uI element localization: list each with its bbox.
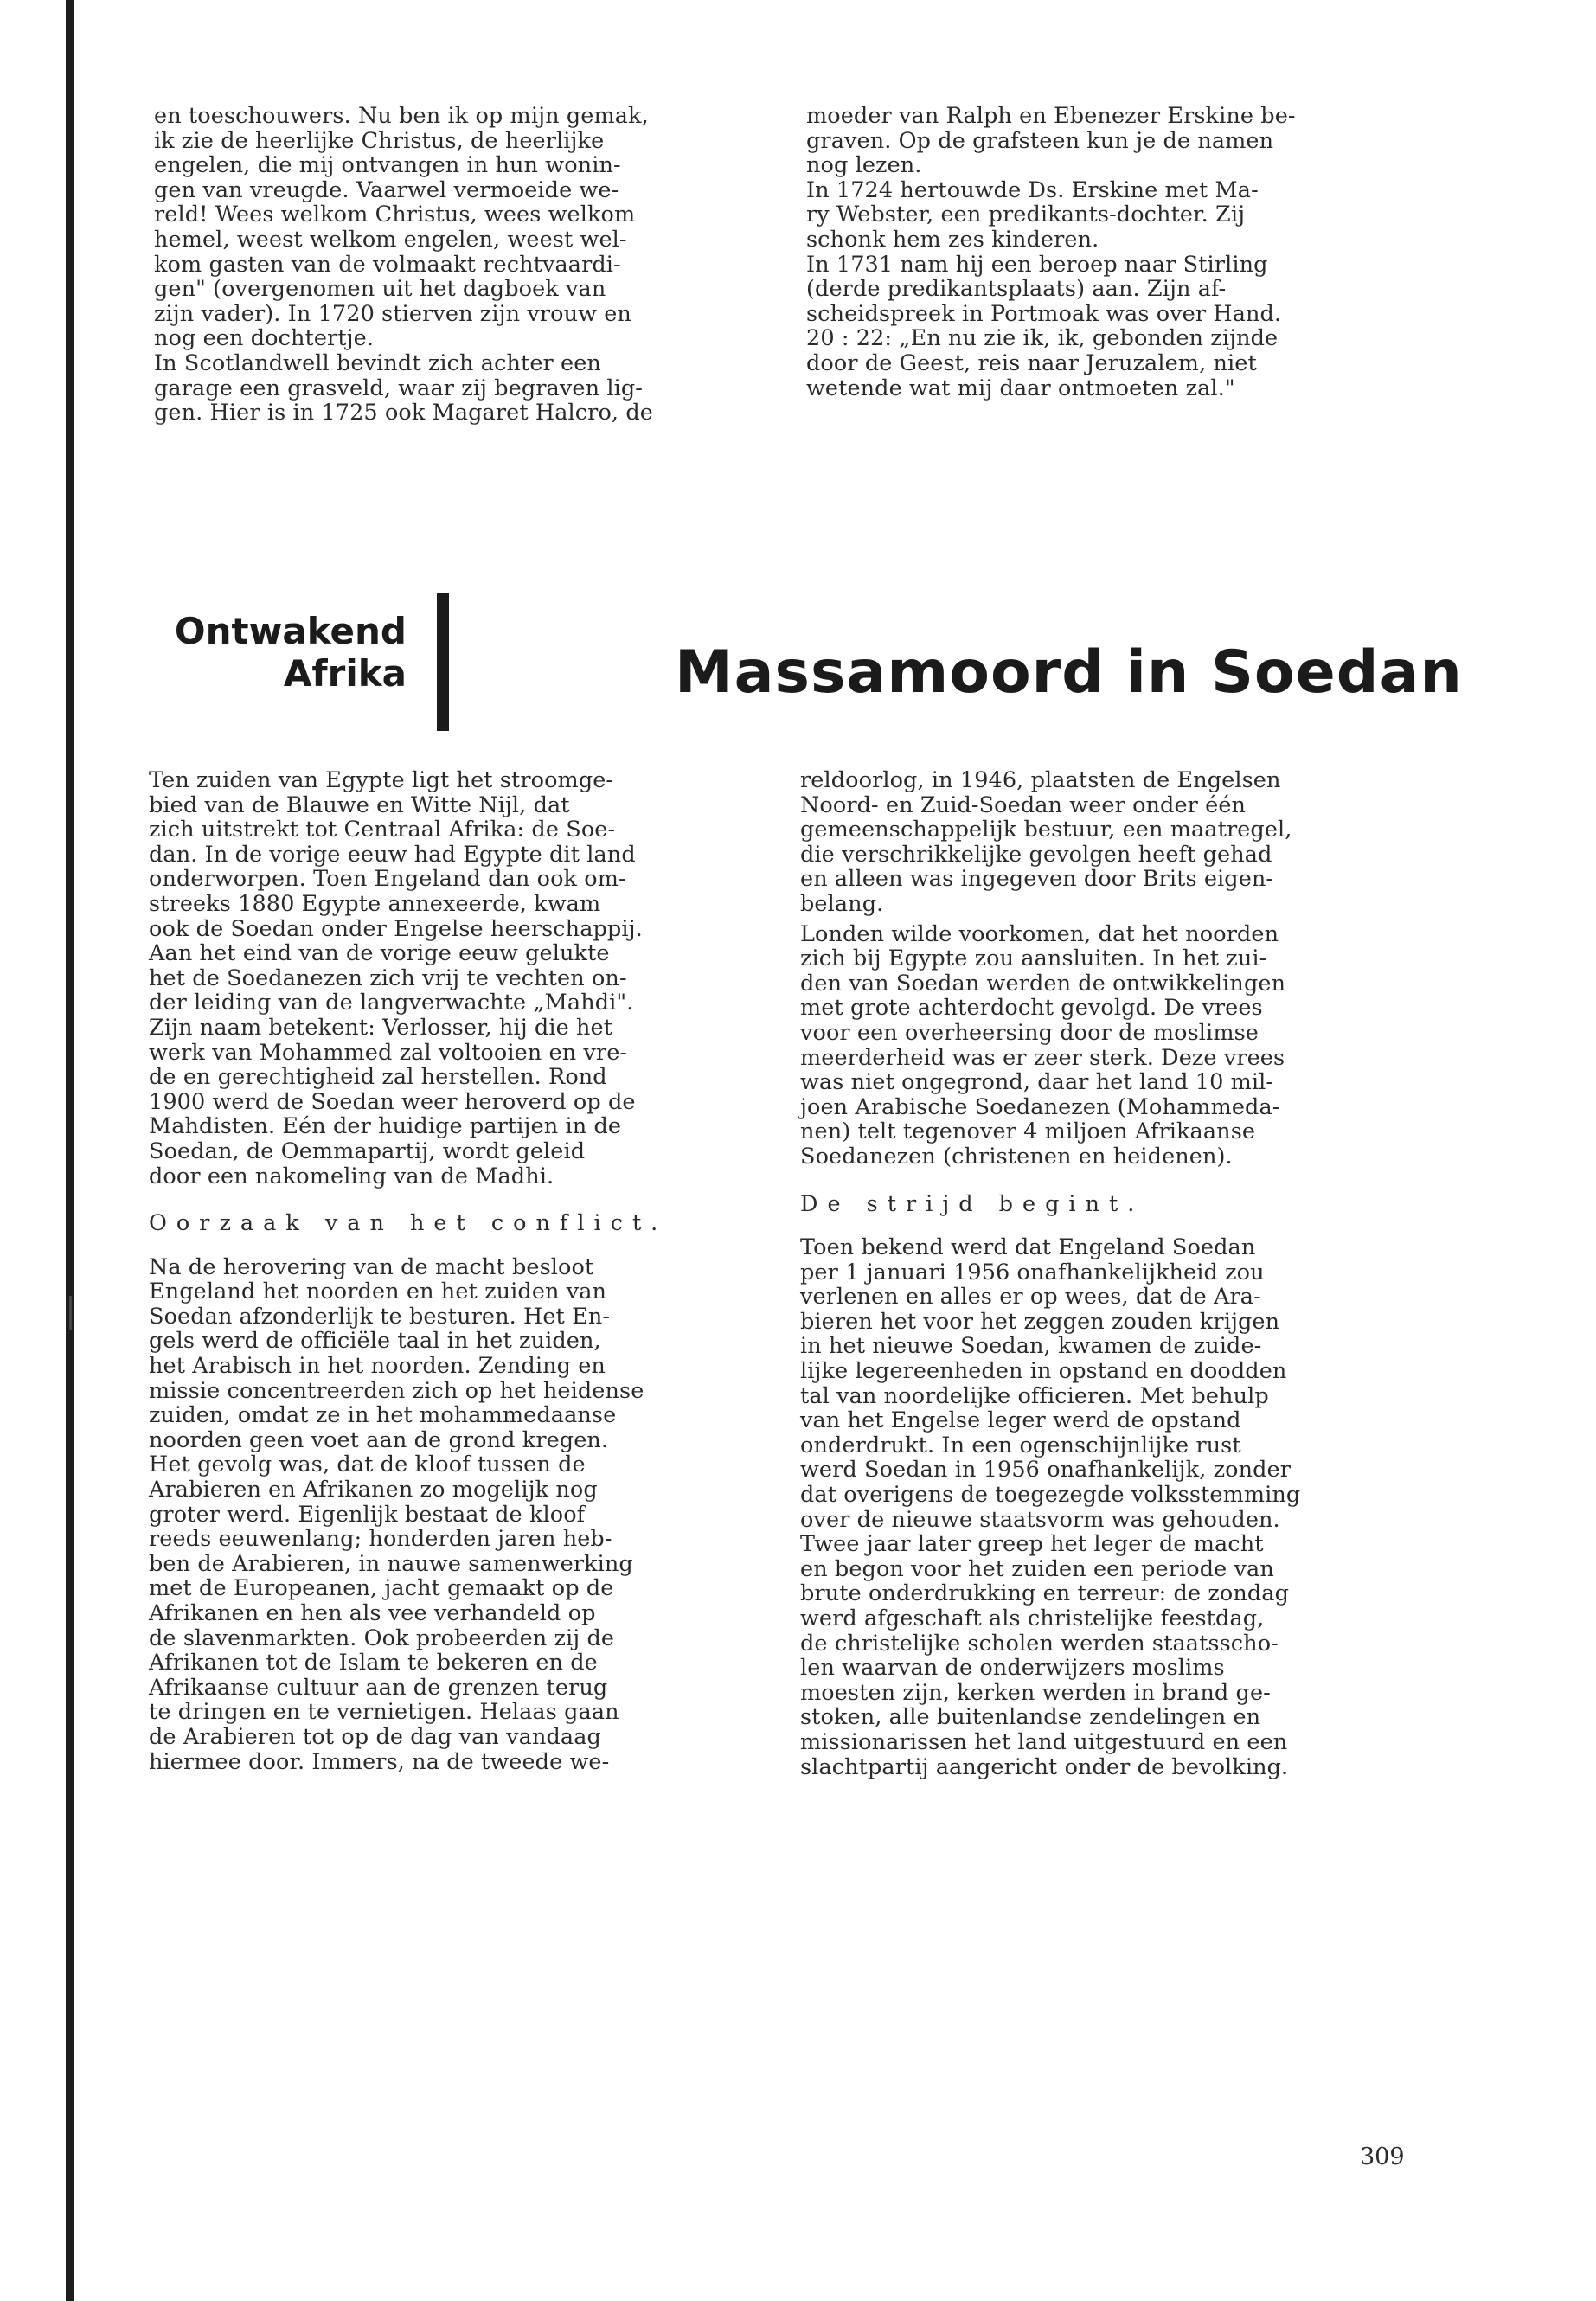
text-line: wetende wat mij daar ontmoeten zal." <box>806 375 1235 401</box>
text-line: garage een grasveld, waar zij begraven lig- <box>154 375 643 401</box>
text-line: Noord- en Zuid-Soedan weer onder één <box>800 792 1247 818</box>
text-line: verlenen en alles er op wees, dat de Ara- <box>800 1284 1261 1311</box>
text-line: groter werd. Eigenlijk bestaat de kloof <box>149 1501 586 1528</box>
text-line: In 1731 nam hij een beroep naar Stirling <box>806 251 1268 278</box>
text-line: zuiden, omdat ze in het mohammedaanse <box>149 1402 617 1429</box>
subheading: De strijd begint. <box>800 1190 1144 1217</box>
article-column-right <box>800 768 1419 1779</box>
text-line: kom gasten van de volmaakt rechtvaardi- <box>154 251 621 278</box>
text-line: Engeland het noorden en het zuiden van <box>149 1279 607 1305</box>
text-line: joen Arabische Soedanezen (Mohammeda- <box>800 1093 1280 1120</box>
text-line: ben de Arabieren, in nauwe samenwerking <box>149 1550 633 1577</box>
text-line: gen" (overgenomen uit het dagboek van <box>154 276 606 303</box>
article-headline: Massamoord in Soedan <box>675 638 1463 707</box>
subheading: Oorzaak van het conflict. <box>149 1210 668 1237</box>
page-number: 309 <box>1360 2144 1405 2170</box>
text-line: reeds eeuwenlang; honderden jaren heb- <box>149 1526 612 1553</box>
text-line: reld! Wees welkom Christus, wees welkom <box>154 202 636 228</box>
text-line: onderworpen. Toen Engeland dan ook om- <box>149 866 626 893</box>
text-line: ik zie de heerlijke Christus, de heerlijke <box>154 127 605 154</box>
article-column-left <box>149 768 767 1774</box>
text-line: gen. Hier is in 1725 ook Magaret Halcro, de <box>154 400 653 426</box>
text-line: schonk hem zes kinderen. <box>806 226 1099 253</box>
kicker-line: Ontwakend <box>174 610 407 652</box>
text-line: Twee jaar later greep het leger de macht <box>800 1531 1264 1558</box>
text-line: dan. In de vorige eeuw had Egypte dit land <box>149 841 636 868</box>
text-line: en toeschouwers. Nu ben ik op mijn gemak, <box>154 103 649 129</box>
text-line: moeder van Ralph en Ebenezer Erskine be- <box>806 103 1296 129</box>
paragraph <box>800 768 1419 917</box>
text-line: ook de Soedan onder Engelse heerschappij. <box>149 915 643 942</box>
text-line: zich uitstrekt tot Centraal Afrika: de Soe- <box>149 817 616 843</box>
text-line: de christelijke scholen werden staatsscho- <box>800 1630 1279 1657</box>
binding-edge <box>66 0 74 2301</box>
text-line: met grote achterdocht gevolgd. De vrees <box>800 995 1263 1022</box>
kicker-line: Afrika <box>283 652 407 695</box>
section-kicker <box>130 610 407 695</box>
text-line: nen) telt tegenover 4 miljoen Afrikaanse <box>800 1118 1256 1145</box>
text-line: Aan het eind van de vorige eeuw gelukte <box>149 940 610 967</box>
text-line: Zijn naam betekent: Verlosser, hij die het <box>149 1014 613 1041</box>
text-line: door een nakomeling van de Madhi. <box>149 1163 554 1189</box>
text-line: belang. <box>800 890 884 917</box>
text-line: Toen bekend werd dat Engeland Soedan <box>800 1234 1256 1261</box>
continued-text-right <box>806 104 1416 401</box>
text-line: zijn vader). In 1720 stierven zijn vrouw en <box>154 300 631 327</box>
continued-text-left <box>154 104 764 426</box>
text-line: gels werd de officiële taal in het zuiden, <box>149 1328 601 1355</box>
text-line: gemeenschappelijk bestuur, een maatregel, <box>800 817 1292 843</box>
text-line: werk van Mohammed zal voltooien en vre- <box>149 1039 628 1066</box>
text-line: der leiding van de langverwachte „Mahdi". <box>149 990 634 1016</box>
text-line: onderdrukt. In een ogenschijnlijke rust <box>800 1432 1241 1458</box>
text-line: Na de herovering van de macht besloot <box>149 1253 594 1280</box>
text-line: die verschrikkelijke gevolgen heeft gehad <box>800 841 1272 868</box>
text-line: Soedan afzonderlijk te besturen. Het En- <box>149 1303 611 1330</box>
text-line: Afrikanen tot de Islam te bekeren en de <box>149 1650 598 1676</box>
text-line: Soedan, de Oemmapartij, wordt geleid <box>149 1138 586 1164</box>
text-line: Soedanezen (christenen en heidenen). <box>800 1143 1233 1170</box>
text-line: moesten zijn, kerken werden in brand ge- <box>800 1679 1271 1706</box>
paragraph <box>149 1255 767 1774</box>
text-line: hemel, weest welkom engelen, weest wel- <box>154 226 627 253</box>
text-line: te dringen en te vernietigen. Helaas gaan <box>149 1699 619 1726</box>
text-line: ry Webster, een predikants-dochter. Zij <box>806 202 1246 228</box>
text-line: door de Geest, reis naar Jeruzalem, niet <box>806 349 1257 376</box>
text-line: nog een dochtertje. <box>154 325 375 352</box>
paragraph <box>800 922 1419 1170</box>
margin-mark <box>69 1296 72 1330</box>
paragraph <box>800 1235 1419 1779</box>
text-line: het de Soedanezen zich vrij te vechten on- <box>149 965 627 991</box>
text-line: gen van vreugde. Vaarwel vermoeide we- <box>154 176 619 203</box>
text-line: noorden geen voet aan de grond kregen. <box>149 1426 609 1453</box>
text-line: werd Soedan in 1956 onafhankelijk, zonder <box>800 1457 1291 1484</box>
text-line: tal van noordelijke officieren. Met behulp <box>800 1382 1269 1409</box>
text-line: van het Engelse leger werd de opstand <box>800 1407 1241 1434</box>
text-line: en begon voor het zuiden een periode van <box>800 1555 1274 1582</box>
text-line: werd afgeschaft als christelijke feestdag, <box>800 1606 1265 1631</box>
text-line: engelen, die mij ontvangen in hun wonin- <box>154 152 621 179</box>
text-line: per 1 januari 1956 onafhankelijkheid zou <box>800 1259 1265 1285</box>
text-line: nog lezen. <box>806 152 922 179</box>
text-line: len waarvan de onderwijzers moslims <box>800 1655 1225 1682</box>
text-line: voor een overheersing door de moslimse <box>800 1019 1259 1046</box>
text-line: In Scotlandwell bevindt zich achter een <box>154 349 601 376</box>
text-line: graven. Op de grafsteen kun je de namen <box>806 127 1274 154</box>
text-line: Afrikaanse cultuur aan de grenzen terug <box>149 1674 608 1701</box>
text-line: de slavenmarkten. Ook probeerden zij de <box>149 1625 615 1651</box>
text-line: 20 : 22: „En nu zie ik, ik, gebonden zijnde <box>806 325 1279 352</box>
text-line: meerderheid was er zeer sterk. Deze vrees <box>800 1044 1285 1071</box>
text-line: was niet ongegrond, daar het land 10 mil- <box>800 1069 1274 1096</box>
text-line: zich bij Egypte zou aansluiten. In het zui- <box>800 945 1267 972</box>
text-line: Mahdisten. Eén der huidige partijen in de <box>149 1113 622 1140</box>
text-line: dat overigens de toegezegde volksstemming <box>800 1482 1301 1509</box>
text-line: bied van de Blauwe en Witte Nijl, dat <box>149 792 570 818</box>
text-line: (derde predikantsplaats) aan. Zijn af- <box>806 276 1227 303</box>
text-line: de en gerechtigheid zal herstellen. Rond <box>149 1064 607 1091</box>
text-line: missionarissen het land uitgestuurd en een <box>800 1728 1288 1755</box>
text-line: Londen wilde voorkomen, dat het noorden <box>800 920 1279 947</box>
text-line: over de nieuwe staatsvorm was gehouden. <box>800 1506 1280 1533</box>
text-line: scheidspreek in Portmoak was over Hand. <box>806 300 1282 327</box>
text-line: brute onderdrukking en terreur: de zondag <box>800 1580 1290 1607</box>
text-line: bieren het voor het zeggen zouden krijgen <box>800 1308 1280 1335</box>
text-line: reldoorlog, in 1946, plaatsten de Engelsen <box>800 767 1281 793</box>
text-line: Het gevolg was, dat de kloof tussen de <box>149 1452 586 1478</box>
text-line: het Arabisch in het noorden. Zending en <box>149 1353 606 1380</box>
text-line: 1900 werd de Soedan weer heroverd op de <box>149 1088 636 1115</box>
paragraph <box>149 768 767 1189</box>
text-line: en alleen was ingegeven door Brits eigen- <box>800 866 1274 893</box>
text-line: den van Soedan werden de ontwikkelingen <box>800 970 1286 997</box>
text-line: Afrikanen en hen als vee verhandeld op <box>149 1600 596 1626</box>
text-line: de Arabieren tot op de dag van vandaag <box>149 1723 601 1750</box>
text-line: streeks 1880 Egypte annexeerde, kwam <box>149 890 601 917</box>
text-line: missie concentreerden zich op het heidense <box>149 1377 644 1404</box>
text-line: In 1724 hertouwde Ds. Erskine met Ma- <box>806 176 1259 203</box>
text-line: Ten zuiden van Egypte ligt het stroomge- <box>149 767 614 793</box>
text-line: in het nieuwe Soedan, kwamen de zuide- <box>800 1333 1262 1360</box>
text-line: met de Europeanen, jacht gemaakt op de <box>149 1575 614 1602</box>
text-line: lijke legereenheden in opstand en doodden <box>800 1358 1287 1385</box>
text-line: hiermee door. Immers, na de tweede we- <box>149 1748 610 1775</box>
text-line: slachtpartij aangericht onder de bevolking. <box>800 1753 1289 1780</box>
text-line: Arabieren en Afrikanen zo mogelijk nog <box>149 1477 598 1503</box>
text-line: stoken, alle buitenlandse zendelingen en <box>800 1704 1261 1731</box>
kicker-divider <box>437 593 449 731</box>
